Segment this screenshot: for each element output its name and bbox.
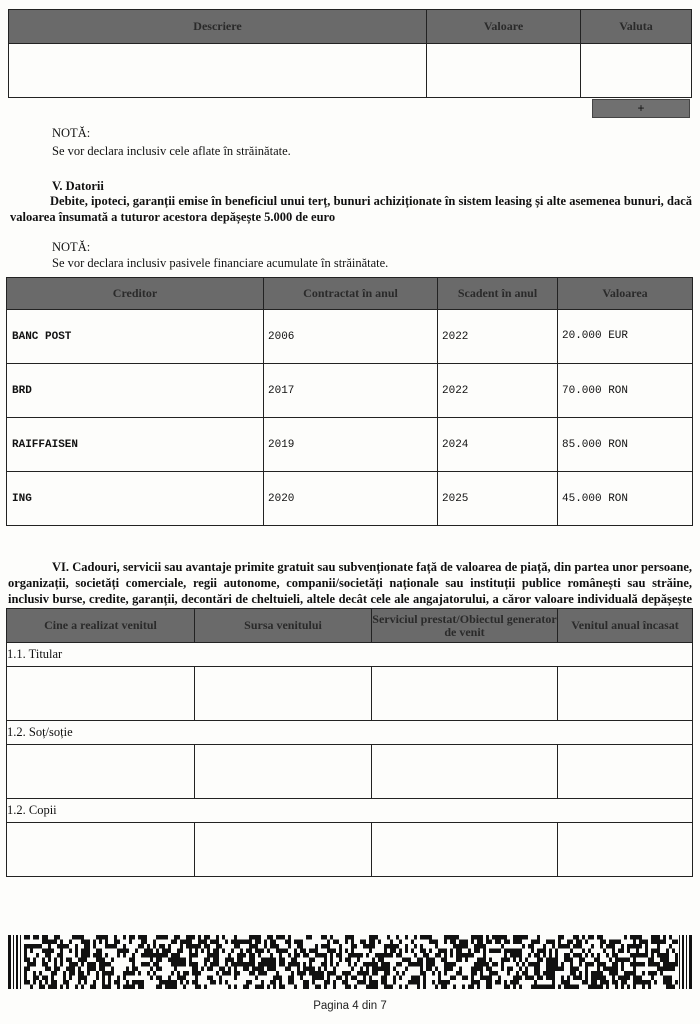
debt-creditor: BANC POST (7, 310, 264, 364)
group-row-titular (7, 643, 693, 667)
header-sursa: Sursa venitului (195, 609, 372, 643)
debt-scadent: 2025 (438, 472, 558, 526)
debt-creditor: ING (7, 472, 264, 526)
assets-table-header (9, 10, 692, 44)
debt-scadent: 2022 (438, 310, 558, 364)
cell-serviciul[interactable] (372, 667, 558, 721)
gift-empty-row (7, 667, 693, 721)
assets-table (8, 9, 692, 98)
header-descriere: Descriere (9, 10, 427, 44)
debt-row (7, 310, 693, 364)
cell-valuta[interactable] (581, 44, 692, 98)
page-number: Pagina 4 din 7 (313, 1000, 387, 1012)
debts-table (6, 277, 693, 526)
debt-contractat: 2019 (264, 418, 438, 472)
cell-valoare[interactable] (427, 44, 581, 98)
section5-description: Debite, ipoteci, garanții emise în beneficiul unui terț, bunuri achiziționate în sistem leasing și alte asemenea bunuri, dacă valoarea însumată a tuturor acestora depășește 5.000 de euro (10, 194, 692, 224)
header-contractat: Contractat în anul (264, 278, 438, 310)
debt-creditor: RAIFFAISEN (7, 418, 264, 472)
header-valuta: Valuta (581, 10, 692, 44)
group-row-sot (7, 721, 693, 745)
cell-cine[interactable] (7, 745, 195, 799)
header-cine: Cine a realizat venitul (7, 609, 195, 643)
gift-empty-row (7, 745, 693, 799)
cell-serviciul[interactable] (372, 823, 558, 877)
gift-empty-row (7, 823, 693, 877)
add-row-button[interactable]: + (592, 99, 690, 118)
header-venitul: Venitul anual încasat (558, 609, 693, 643)
debt-valoarea: 85.000 RON (558, 418, 693, 472)
group-label-copii: 1.2. Copii (7, 799, 693, 823)
debt-valoarea: 45.000 RON (558, 472, 693, 526)
debt-contractat: 2020 (264, 472, 438, 526)
debt-contractat: 2017 (264, 364, 438, 418)
debt-valoarea: 70.000 RON (558, 364, 693, 418)
gifts-table-header (7, 609, 693, 643)
cell-cine[interactable] (7, 823, 195, 877)
gifts-table (6, 608, 693, 877)
group-label-titular: 1.1. Titular (7, 643, 693, 667)
cell-serviciul[interactable] (372, 745, 558, 799)
debt-row (7, 418, 693, 472)
cell-descriere[interactable] (9, 44, 427, 98)
header-scadent: Scadent în anul (438, 278, 558, 310)
note1-text: Se vor declara inclusiv cele aflate în străinătate. (52, 144, 291, 158)
note1-label: NOTĂ: (52, 126, 91, 140)
debt-row (7, 364, 693, 418)
note2-label: NOTĂ: (52, 240, 91, 254)
cell-venitul[interactable] (558, 823, 693, 877)
note2-text: Se vor declara inclusiv pasivele financiare acumulate în străinătate. (52, 256, 389, 270)
cell-venitul[interactable] (558, 667, 693, 721)
header-valoare: Valoare (427, 10, 581, 44)
assets-empty-row (9, 44, 692, 98)
debt-scadent: 2024 (438, 418, 558, 472)
debt-contractat: 2006 (264, 310, 438, 364)
debt-valoarea: 20.000 EUR (558, 310, 693, 364)
debts-table-header (7, 278, 693, 310)
section5-title: V. Datorii (52, 179, 104, 193)
header-serviciul: Serviciul prestat/Obiectul generator de venit (372, 609, 558, 643)
group-label-sot: 1.2. Soț/soție (7, 721, 693, 745)
cell-sursa[interactable] (195, 667, 372, 721)
cell-sursa[interactable] (195, 745, 372, 799)
debt-creditor: BRD (7, 364, 264, 418)
cell-venitul[interactable] (558, 745, 693, 799)
header-creditor: Creditor (7, 278, 264, 310)
debt-row (7, 472, 693, 526)
group-row-copii (7, 799, 693, 823)
barcode-image (8, 935, 692, 989)
cell-sursa[interactable] (195, 823, 372, 877)
section6-title: VI. Cadouri, servicii sau avantaje primite gratuit sau subvenționate față de valoarea de piață, din partea unor persoane, organizații, societăți comerciale, regii autonome, companii/societăți naționale sau instituții publice românești sau străine, inclusiv burse, credite, garanții, decontări de cheltuieli, altele decât cele ale angajatorului, a căror valoare individuală depășește (8, 560, 692, 606)
header-valoarea: Valoarea (558, 278, 693, 310)
debt-scadent: 2022 (438, 364, 558, 418)
cell-cine[interactable] (7, 667, 195, 721)
